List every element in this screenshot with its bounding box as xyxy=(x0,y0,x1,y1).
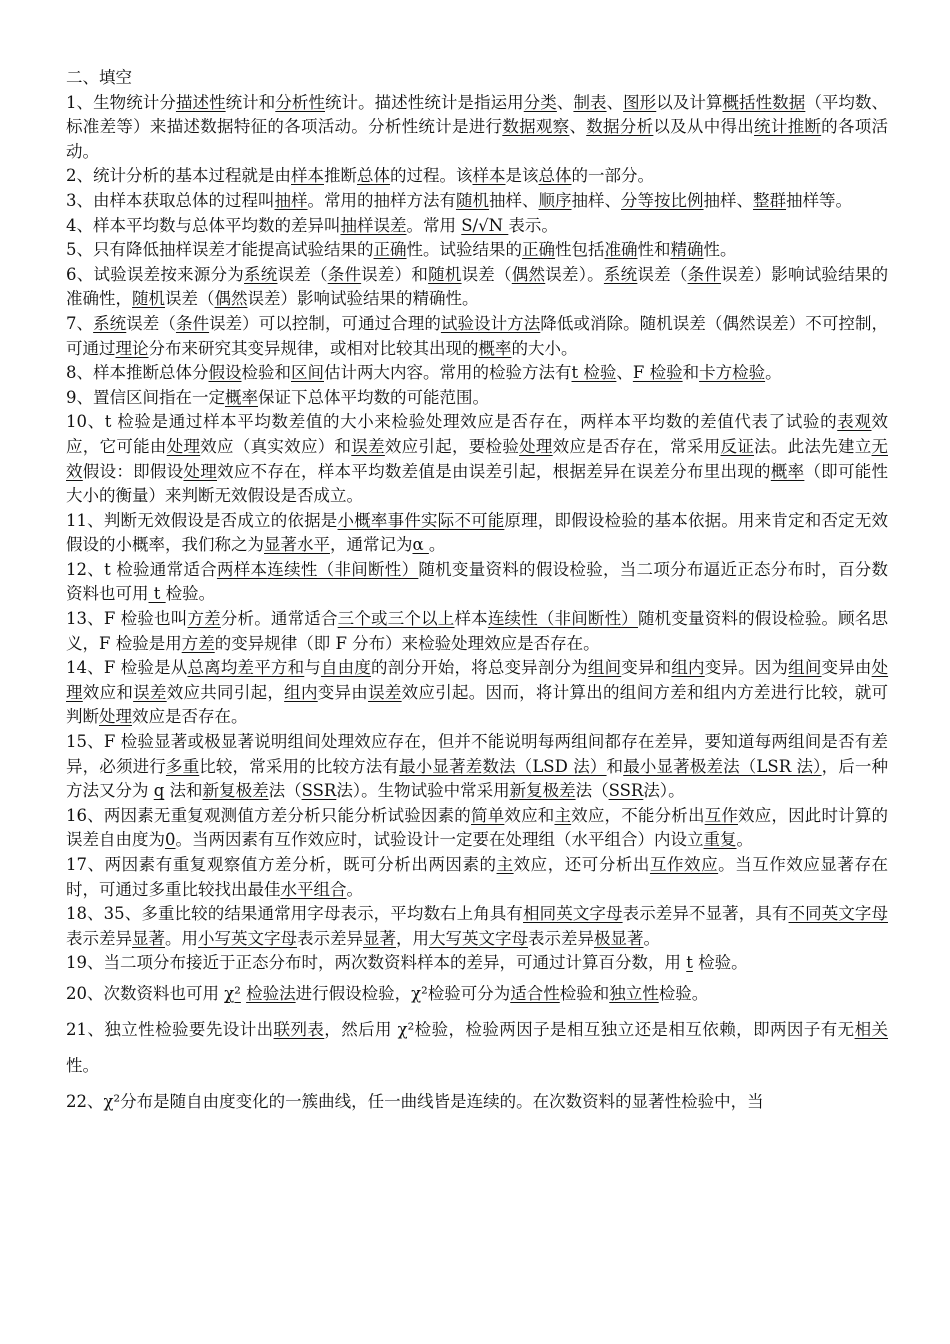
fill-item-6 xyxy=(66,263,888,312)
section-heading: 二、填空 xyxy=(66,68,132,87)
answer-blank: 多重 xyxy=(165,756,200,776)
question-text: 的大小。 xyxy=(511,338,578,358)
question-text: 效应（真实效应）和 xyxy=(200,436,352,456)
fill-item-7 xyxy=(66,312,888,361)
answer-blank: 处理 xyxy=(183,461,218,481)
question-text: 变异由 xyxy=(821,658,872,678)
question-text: 性包括 xyxy=(555,240,605,260)
question-text: 表示差异 xyxy=(528,928,594,948)
answer-blank: 偶然 xyxy=(214,289,248,309)
question-text: 变异。因为 xyxy=(704,658,789,678)
question-text: ，用 xyxy=(396,928,429,948)
question-text: 6、试验误差按来源分为 xyxy=(66,264,245,284)
answer-blank: 水平组合 xyxy=(280,879,347,899)
fill-item-4 xyxy=(66,214,888,239)
fill-item-15 xyxy=(66,730,888,804)
question-text: 变异由 xyxy=(317,682,369,702)
question-text: 效应和 xyxy=(504,805,555,825)
question-text: 13、F 检验也叫 xyxy=(66,609,188,629)
answer-blank: 简单 xyxy=(471,805,505,825)
answer-blank: 主 xyxy=(554,805,572,825)
answer-blank: 自由度 xyxy=(320,658,372,678)
question-text: 18、35、多重比较的结果通常用字母表示，平均数右上角具有 xyxy=(66,904,524,924)
question-text: 1、生物统计分 xyxy=(66,92,176,112)
question-text: 表示差异不显著，具有 xyxy=(622,904,789,924)
question-text: 效应，因此时计算的误差自由度为 xyxy=(66,805,888,850)
question-text: 分析。通常适合 xyxy=(220,609,338,629)
question-text: 保证下总体平均数的可能范围。 xyxy=(258,387,489,407)
question-text: 。 xyxy=(736,830,753,850)
question-text: 效应共同引起， xyxy=(166,682,285,702)
question-text: 。 xyxy=(346,879,363,899)
question-text: ，通常记为 xyxy=(330,535,413,555)
question-text: 抽样、 xyxy=(703,190,753,210)
answer-blank: 反证 xyxy=(720,436,755,456)
fill-item-2 xyxy=(66,164,888,189)
answer-blank: 误差 xyxy=(133,682,167,702)
answer-blank: 偶然 xyxy=(511,264,546,284)
question-text: 。当互作效应显著存在时，可通过多重比较找出最佳 xyxy=(66,855,889,899)
fill-item-1 xyxy=(66,91,888,165)
question-text: ，然后用 χ²检验，检验两因子是相互独立还是相互依赖，即两因子有无 xyxy=(324,1019,855,1039)
answer-blank: 误差 xyxy=(368,682,402,702)
question-text: 法（ xyxy=(575,781,609,801)
question-text: 分布来研究其变异规律，或相对比较其出现的 xyxy=(148,338,479,358)
answer-blank: 新复极差 xyxy=(509,781,576,801)
answer-blank: 正确 xyxy=(373,240,407,260)
answer-blank: 大写英文字母 xyxy=(429,928,528,948)
fill-item-8 xyxy=(66,361,888,386)
question-text: 误差）。 xyxy=(545,264,604,284)
answer-blank: 条件 xyxy=(687,264,722,284)
question-text: 20、次数资料也可用 xyxy=(66,983,225,1003)
question-text: 随机变量资料的假设检验。顾名思义，F 检验是用 xyxy=(66,609,889,653)
answer-blank: 显著 xyxy=(363,928,396,948)
question-text: 误差）和 xyxy=(361,264,429,284)
question-text: 检验和 xyxy=(241,363,291,383)
question-text: 和 xyxy=(682,363,700,383)
question-text: 以及计算 xyxy=(656,92,723,112)
answer-blank: 随机 xyxy=(428,264,462,284)
question-text: 效应，还可分析出 xyxy=(513,855,650,874)
answer-blank: 系统 xyxy=(93,313,127,333)
question-text: 统计和 xyxy=(225,92,276,112)
answer-blank: q xyxy=(153,781,165,801)
answer-blank: 正确 xyxy=(522,240,555,260)
question-text: 样本 xyxy=(454,609,488,629)
question-text: 抽样、 xyxy=(571,190,621,210)
answer-blank: 处理 xyxy=(66,658,889,702)
fill-item-13 xyxy=(66,607,888,656)
question-text: 误差（ xyxy=(461,264,512,284)
answer-blank: 重复 xyxy=(703,830,737,850)
answer-blank: 总体 xyxy=(538,166,572,186)
answer-blank: 制表 xyxy=(573,92,607,112)
question-text: 效应是否存在。 xyxy=(132,707,248,727)
question-text: 8、样本推断总体分 xyxy=(66,363,209,383)
answer-blank: 组间 xyxy=(788,658,822,678)
question-text: 以及从中得出 xyxy=(653,117,755,137)
answer-blank: 概括性数据 xyxy=(722,92,806,112)
question-text: 、 xyxy=(556,92,574,112)
question-text: 14、F 检验是从 xyxy=(66,658,188,678)
fill-item-5 xyxy=(66,238,888,263)
answer-blank: 小概率事件实际不可能 xyxy=(337,510,505,530)
question-text: 检验。 xyxy=(658,983,709,1003)
question-text: 随机变量资料的假设检验，当二项分布逼近正态分布时，百分数资料也可用 xyxy=(66,559,889,604)
question-text: 、 xyxy=(616,363,633,383)
answer-blank: 描述性 xyxy=(175,92,226,112)
answer-blank: 分类 xyxy=(523,92,557,112)
question-text: 性。 xyxy=(703,240,737,260)
fill-item-22 xyxy=(66,1084,888,1120)
question-text: 表示。 xyxy=(508,215,558,235)
question-text: 法。此法先建立 xyxy=(754,436,872,456)
question-text: 效应不存在，样本平均数差值是由误差引起，根据差异在误差分布里出现的 xyxy=(217,461,771,481)
answer-blank: 连续性（非间断性） xyxy=(267,559,419,579)
question-text: 误差）影响试验结果的准确性， xyxy=(66,264,889,309)
question-text: 表示差异 xyxy=(297,928,363,948)
answer-blank: 随机 xyxy=(132,289,165,309)
question-text: 的变异规律（即 F 分布）来检验处理效应是否存在。 xyxy=(214,633,600,653)
question-text: 22、χ²分布是随自由度变化的一簇曲线，任一曲线皆是连续的。在次数资料的显著性检验中，当 xyxy=(66,1091,764,1111)
answer-blank: 理论 xyxy=(115,338,149,358)
question-text: 误差（ xyxy=(277,264,328,284)
answer-blank: 组内 xyxy=(284,682,318,702)
question-text: 16、两因素无重复观测值方差分析只能分析试验因素的 xyxy=(66,805,471,825)
answer-blank: 抽样误差 xyxy=(340,215,407,235)
question-text: 与 xyxy=(304,658,321,678)
answer-blank: 条件 xyxy=(175,313,210,333)
answer-blank: t 检验 xyxy=(571,363,617,383)
question-text: 误差）影响试验结果的精确性。 xyxy=(247,289,479,309)
answer-blank: 表观 xyxy=(837,412,872,432)
answer-blank: 联列表 xyxy=(273,1019,325,1039)
question-text: 假设：即假设 xyxy=(82,461,184,481)
answer-blank: 样本 xyxy=(291,166,324,186)
question-text: 效应和 xyxy=(82,682,134,702)
answer-blank: 试验设计方法 xyxy=(440,313,541,333)
answer-blank: 分析性 xyxy=(275,92,325,112)
question-text: 效应引起，要检验 xyxy=(384,436,520,456)
answer-blank: 顺序 xyxy=(538,190,572,210)
answer-blank: 独立性 xyxy=(609,983,659,1003)
answer-blank: 精确 xyxy=(670,240,704,260)
answer-blank: 适合性 xyxy=(510,983,560,1003)
question-text: 。 xyxy=(765,363,782,383)
answer-blank: 概率 xyxy=(225,387,258,407)
answer-blank: 最小显著差数法（LSD 法） xyxy=(399,756,607,776)
question-text: 12、t 检验通常适合 xyxy=(66,559,217,579)
answer-blank: α xyxy=(412,535,429,555)
answer-blank: 不同英文字母 xyxy=(788,904,888,924)
answer-blank: 总离均差平方和 xyxy=(187,658,305,678)
answer-blank: 系统 xyxy=(244,264,278,284)
answer-blank: 极显著 xyxy=(594,928,644,948)
question-text: 表示差异 xyxy=(66,928,132,948)
question-text: 法和 xyxy=(164,781,203,801)
document-page xyxy=(66,66,888,1120)
answer-blank: 处理 xyxy=(166,436,201,456)
answer-blank: 误差 xyxy=(351,436,385,456)
answer-blank: 连续性（非间断性） xyxy=(487,609,638,629)
question-text: 误差）可以控制，可通过合理的 xyxy=(209,313,441,333)
answer-blank: 总体 xyxy=(357,166,390,186)
answer-blank: 0 xyxy=(165,830,176,850)
question-text: 10、t 检验是通过样本平均数差值的大小来检验处理效应是否存在，两样本平均数的差值代表了试验的 xyxy=(66,412,838,432)
question-text: 4、样本平均数与总体平均数的差异叫 xyxy=(66,215,341,235)
question-text: 5、只有降低抽样误差才能提高试验结果的 xyxy=(66,240,374,260)
answer-blank: χ² xyxy=(224,983,241,1003)
fill-item-20 xyxy=(66,976,888,1012)
question-text: 法）。生物试验中常采用 xyxy=(336,781,510,801)
question-text: 、 xyxy=(606,92,624,112)
fill-item-14 xyxy=(66,656,888,730)
answer-blank: SSR xyxy=(608,781,644,801)
question-text: 、 xyxy=(569,117,587,137)
question-text: 推断 xyxy=(324,166,357,186)
question-text: 2、统计分析的基本过程就是由 xyxy=(66,166,291,186)
question-text: 进行假设检验，χ²检验可分为 xyxy=(295,983,511,1003)
question-text: 比较，常采用的比较方法有 xyxy=(199,756,400,776)
question-text: （即可能性大小的衡量）来判断无效假设是否成立。 xyxy=(66,461,888,506)
fill-in-list xyxy=(66,91,888,1120)
question-text: 性。试验结果的 xyxy=(406,240,522,260)
question-text: 效应，它可能由 xyxy=(66,412,889,456)
question-text: 。 xyxy=(643,928,660,948)
answer-blank: 处理 xyxy=(519,436,553,456)
question-text: 误差（ xyxy=(126,313,176,333)
answer-blank: 抽样 xyxy=(274,190,308,210)
fill-item-16 xyxy=(66,804,888,853)
question-text: ，后一种方法又分为 xyxy=(66,756,889,801)
answer-blank: t xyxy=(148,584,166,604)
answer-blank: 数据分析 xyxy=(586,117,654,137)
answer-blank: SSR xyxy=(301,781,337,801)
answer-blank: 方差 xyxy=(181,633,215,653)
answer-blank: 分等按比例 xyxy=(621,190,704,210)
question-text: 。常用的抽样方法有 xyxy=(307,190,456,210)
answer-blank: 随机 xyxy=(456,190,489,210)
answer-blank: 组间 xyxy=(587,658,622,678)
fill-item-18 xyxy=(66,902,888,951)
question-text: 17、两因素有重复观察值方差分析，既可分析出两因素的 xyxy=(66,855,497,874)
question-text: （平均数、标准差等）来描述数据特征的各项活动。分析性统计是进行 xyxy=(66,92,889,137)
question-text: 检验。 xyxy=(165,584,216,604)
fill-item-12 xyxy=(66,558,888,607)
question-text: 的一部分。 xyxy=(571,166,654,186)
answer-blank: 显著水平 xyxy=(264,535,330,555)
question-text: 。 xyxy=(428,535,446,555)
question-text: 法）。 xyxy=(643,781,685,801)
answer-blank: 统计推断 xyxy=(754,117,822,137)
question-text: 效应引起。因而，将计算出的组间方差和组内方差进行比较，就可判断 xyxy=(66,682,888,727)
fill-item-3 xyxy=(66,189,888,214)
answer-blank: t xyxy=(686,953,693,973)
question-text: 误差（ xyxy=(637,264,688,284)
question-text: 是该 xyxy=(505,166,539,186)
answer-blank: 新复极差 xyxy=(202,781,269,801)
answer-blank: 组内 xyxy=(671,658,705,678)
question-text: 3、由样本获取总体的过程叫 xyxy=(66,190,275,210)
question-text: 的剖分开始，将总变异剖分为 xyxy=(371,658,588,678)
answer-blank: 处理 xyxy=(99,707,132,727)
question-text: 估计两大内容。常用的检验方法有 xyxy=(324,363,572,383)
fill-item-10 xyxy=(66,410,888,508)
answer-blank: 整群 xyxy=(753,190,786,210)
question-text: 性和 xyxy=(637,240,671,260)
question-text: 9、置信区间指在一定 xyxy=(66,387,225,407)
fill-item-21 xyxy=(66,1012,888,1084)
question-text: 性。 xyxy=(66,1055,99,1075)
answer-blank: 显著 xyxy=(132,928,165,948)
fill-item-17 xyxy=(66,853,888,902)
answer-blank: 卡方检验 xyxy=(699,363,766,383)
answer-blank: 条件 xyxy=(327,264,362,284)
answer-blank: 最小显著极差法（LSR 法） xyxy=(623,756,822,776)
question-text: 15、F 检验显著或极显著说明组间处理效应存在，但并不能说明每两组间都存在差异，要知道每两组间是否有差异，必须进行 xyxy=(66,732,888,776)
answer-blank: 假设 xyxy=(208,363,242,383)
question-text: 原理，即假设检验的基本依据。用来肯定和否定无效假设的小概率，我们称之为 xyxy=(66,510,888,555)
question-text: 。当两因素有互作效应时，试验设计一定要在处理组（水平组合）内设立 xyxy=(175,830,704,850)
fill-item-9 xyxy=(66,386,888,411)
answer-blank: 样本 xyxy=(472,166,506,186)
answer-blank: 概率 xyxy=(770,461,805,481)
answer-blank: 互作效应 xyxy=(649,855,719,874)
answer-blank: 区间 xyxy=(291,363,324,383)
fill-item-19 xyxy=(66,951,888,976)
question-text: 的过程。该 xyxy=(390,166,473,186)
answer-blank: 数据观察 xyxy=(502,117,570,137)
question-text: 检验。 xyxy=(692,953,748,973)
answer-blank: 相关 xyxy=(854,1019,889,1039)
answer-blank: 相同英文字母 xyxy=(523,904,623,924)
answer-blank: F 检验 xyxy=(632,363,683,383)
question-text: 统计。描述性统计是指运用 xyxy=(325,92,524,112)
question-text: 11、判断无效假设是否成立的依据是 xyxy=(66,510,338,530)
answer-blank: S/√N xyxy=(461,215,509,235)
answer-blank: 三个或三个以上 xyxy=(337,609,455,629)
answer-blank: 系统 xyxy=(603,264,638,284)
question-text: 21、独立性检验要先设计出 xyxy=(66,1019,274,1039)
answer-blank: 准确 xyxy=(604,240,638,260)
question-text: 效应是否存在，常采用 xyxy=(552,436,721,456)
question-text: 法（ xyxy=(268,781,302,801)
question-text: 检验和 xyxy=(559,983,610,1003)
question-text: 抽样、 xyxy=(489,190,539,210)
question-text: 降低或消除。随机误差（偶然误差）不可控制，可通过 xyxy=(66,313,889,358)
fill-item-11 xyxy=(66,509,888,558)
question-text: 。常用 xyxy=(406,215,462,235)
question-text: 抽样等。 xyxy=(786,190,852,210)
question-text: 误差（ xyxy=(165,289,215,309)
answer-blank: 两样本 xyxy=(216,559,268,579)
answer-blank: 主 xyxy=(496,855,514,874)
answer-blank: 无效 xyxy=(66,436,888,481)
question-text: 变异和 xyxy=(621,658,672,678)
question-text: 的各项活动。 xyxy=(66,117,888,161)
answer-blank: 小写英文字母 xyxy=(198,928,297,948)
answer-blank: 互作 xyxy=(704,805,738,825)
question-text: 19、当二项分布接近于正态分布时，两次数资料样本的差异，可通过计算百分数，用 xyxy=(66,953,687,973)
question-text: 7、 xyxy=(66,313,94,333)
answer-blank: 图形 xyxy=(623,92,657,112)
question-text: 。用 xyxy=(165,928,198,948)
answer-blank: 检验法 xyxy=(246,983,296,1003)
answer-blank: 方差 xyxy=(187,609,221,629)
answer-blank: 概率 xyxy=(478,338,512,358)
question-text: 和 xyxy=(606,756,624,776)
question-text: 效应，不能分析出 xyxy=(571,805,705,825)
